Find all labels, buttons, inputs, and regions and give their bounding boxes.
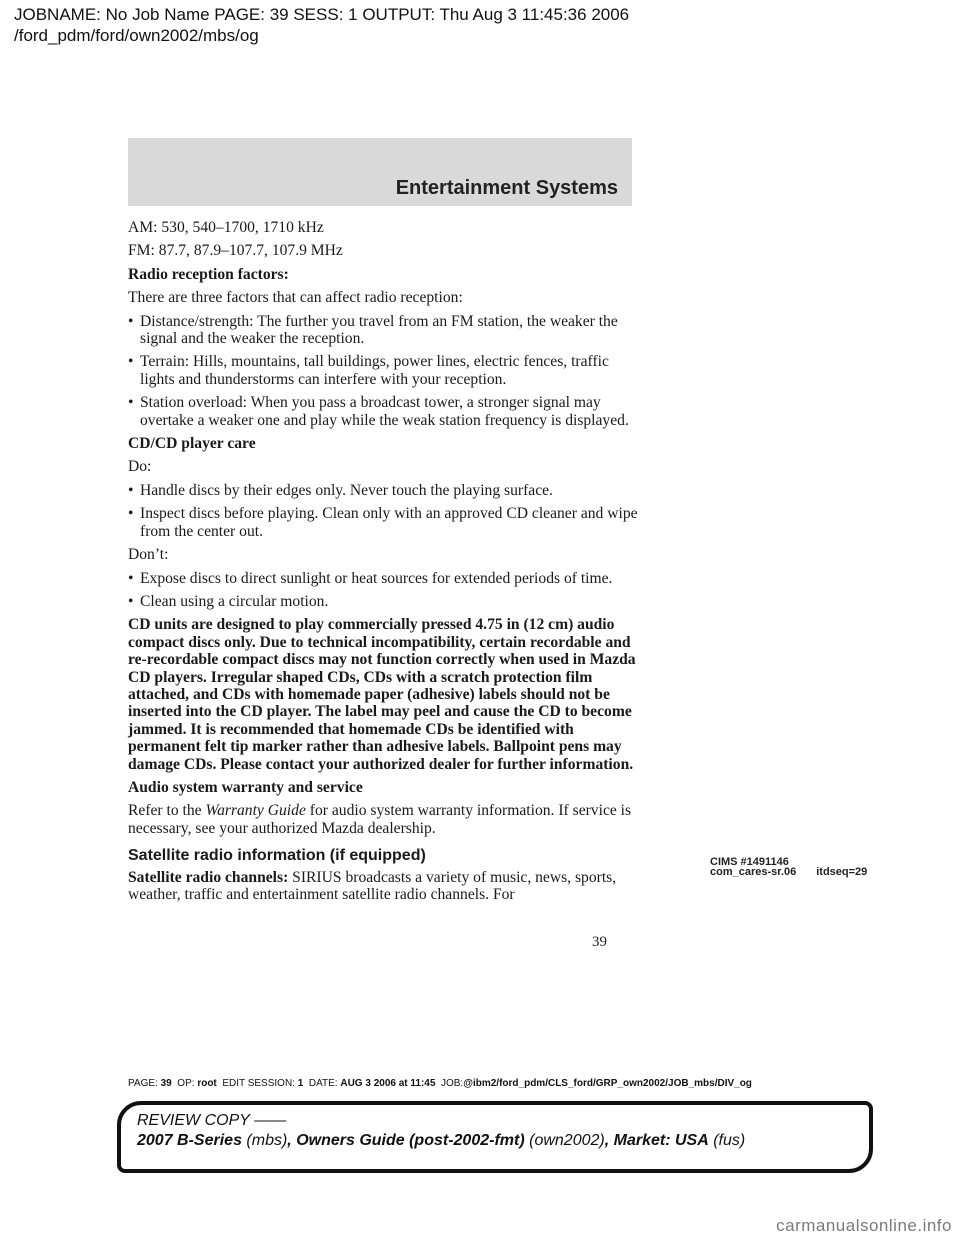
- bullet-icon: •: [128, 481, 134, 499]
- list-item: • Inspect discs before playing. Clean only with an approved CD cleaner and wipe from the center out.: [128, 505, 638, 540]
- bullet-icon: •: [128, 353, 134, 371]
- bullet-icon: •: [128, 312, 134, 330]
- cd-heading: CD/CD player care: [128, 435, 256, 453]
- warranty-text: Refer to the Warranty Guide for audio system warranty information. If service is necessary, see your authorized Mazda dealership.: [128, 802, 632, 837]
- warranty-heading: Audio system warranty and service: [128, 778, 363, 796]
- list-item: • Expose discs to direct sunlight or heat sources for extended periods of time.: [128, 569, 613, 587]
- review-copy-details: 2007 B-Series (mbs), Owners Guide (post-2002-fmt) (own2002), Market: USA (fus): [137, 1132, 746, 1149]
- page-content: [128, 219, 638, 909]
- watermark: carmanualsonline.info: [776, 1216, 952, 1235]
- satellite-heading: Satellite radio information (if equipped): [128, 847, 426, 865]
- satellite-label: Satellite radio channels:: [128, 868, 289, 886]
- fm-range: FM: 87.7, 87.9–107.7, 107.9 MHz: [128, 242, 343, 260]
- review-copy-label: REVIEW COPY ——: [137, 1112, 287, 1129]
- satellite-text: Satellite radio channels: SIRIUS broadcasts a variety of music, news, sports, weather, traffic and entertainment satellite radio channels. For: [128, 868, 617, 903]
- job-header: [14, 4, 629, 46]
- list-item: • Distance/strength: The further you travel from an FM station, the weaker the signal and the weaker the reception.: [128, 312, 618, 348]
- job-header-line2: /ford_pdm/ford/own2002/mbs/og: [14, 26, 259, 45]
- warranty-guide-title: Warranty Guide: [205, 802, 306, 820]
- bullet-icon: •: [128, 569, 134, 587]
- list-item: • Terrain: Hills, mountains, tall buildings, power lines, electric fences, traffic lights and thunderstorms can interfere with your reception.: [128, 353, 609, 388]
- bullet-icon: •: [128, 394, 134, 412]
- section-title: Entertainment Systems: [395, 177, 618, 199]
- list-item: • Clean using a circular motion.: [128, 592, 329, 610]
- footer-job-info: PAGE: 39 OP: root EDIT SESSION: 1 DATE: AUG 3 2006 at 11:45 JOB:@ibm2/ford_pdm/CLS_ford/GRP_own2002/JOB_mbs/DIV_og: [128, 1078, 752, 1089]
- do-label: Do:: [128, 458, 152, 476]
- cd-warning: CD units are designed to play commercially pressed 4.75 in (12 cm) audio compact discs only. Due to technical incompatibility, certain recordable and re-recordable compact discs may not function correctly when used in Mazda CD players. Irregular shaped CDs, CDs with a scratch protection film attached, and CDs with homemade paper (adhesive) labels should not be inserted into the CD player. The label may peel and cause the CD to become jammed. It is recommended that homemade CDs be identified with permanent felt tip marker rather than adhesive labels. Ballpoint pens may damage CDs. Please contact your authorized dealer for further information.: [128, 616, 636, 773]
- job-header-line1: JOBNAME: No Job Name PAGE: 39 SESS: 1 OUTPUT: Thu Aug 3 11:45:36 2006: [14, 5, 630, 24]
- page-number: 39: [592, 934, 607, 950]
- am-range: AM: 530, 540–1700, 1710 kHz: [128, 219, 324, 236]
- review-copy-box: [117, 1101, 873, 1173]
- bullet-icon: •: [128, 505, 134, 523]
- dont-label: Don’t:: [128, 546, 169, 564]
- list-item: • Handle discs by their edges only. Never touch the playing surface.: [128, 481, 553, 499]
- section-header-band: [128, 138, 632, 206]
- cims-stamp: CIMS #1491146 com_cares-sr.06 itdseq=29: [710, 856, 868, 878]
- radio-heading: Radio reception factors:: [128, 265, 289, 283]
- radio-intro: There are three factors that can affect radio reception:: [128, 289, 463, 307]
- list-item: • Station overload: When you pass a broadcast tower, a stronger signal may overtake a weaker one and play while the weak station frequency is displayed.: [128, 394, 629, 429]
- bullet-icon: •: [128, 592, 134, 610]
